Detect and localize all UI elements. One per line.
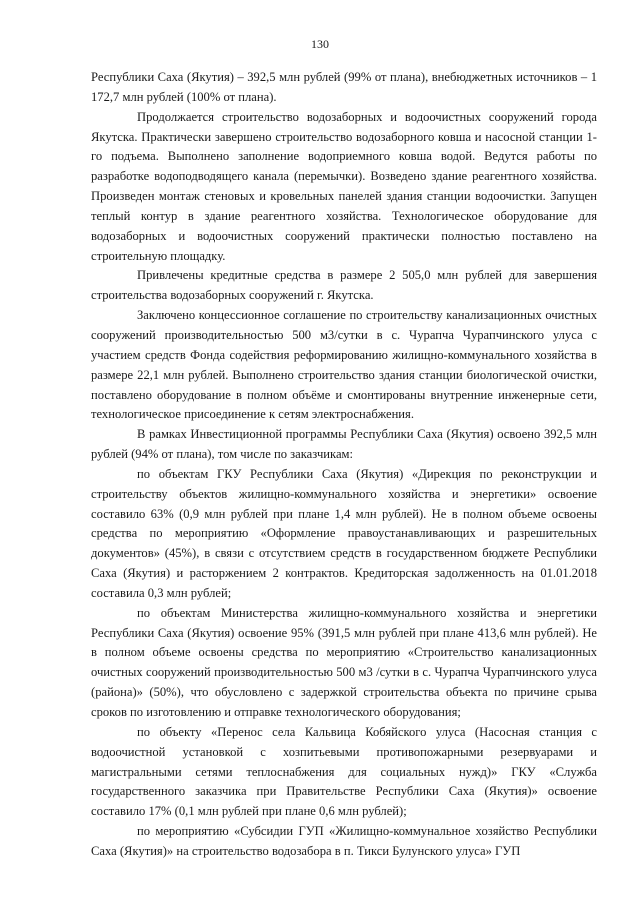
paragraph-ministry: по объектам Министерства жилищно-коммунального хозяйства и энергетики Республики Саха (Якутия) освоение 95% (391,5 млн рублей при плане 413,6 млн рублей). Не в полном объеме освоены средства по мероприятию «Строительство канализационных очистных сооружений производительностью 500 м3 /сутки в с. Чурапча Чурапчинского улуса (района)» (50%), что обусловлено с задержкой строительства объекта по причине срыва сроков по изготовлению и отправке технологического оборудования; (91, 605, 597, 719)
paragraph-credit-funds: Привлечены кредитные средства в размере 2 505,0 млн рублей для завершения строительства водозаборных сооружений г. Якутска. (91, 268, 597, 303)
paragraph-continuation: Республики Саха (Якутия) – 392,5 млн рублей (99% от плана), внебюджетных источников – 1 172,7 млн рублей (100% от плана). (91, 70, 597, 104)
paragraph-subsidies: по мероприятию «Субсидии ГУП «Жилищно-коммунальное хозяйство Республики Саха (Якутия)» на строительство водозабора в п. Тикси Булунского улуса» ГУП (91, 824, 597, 858)
paragraph-kalvitsa: по объекту «Перенос села Кальвица Кобяйского улуса (Насосная станция с водоочистной установкой с хозпитьевыми противопожарными резервуарами и магистральными сетями теплоснабжения для социальных нужд)» ГКУ «Служба государственного заказчика при Правительстве Республики Саха (Якутия)» освоение составило 17% (0,1 млн рублей при плане 0,6 млн рублей); (91, 724, 597, 819)
paragraph-investment-program: В рамках Инвестиционной программы Республики Саха (Якутия) освоено 392,5 млн рублей (94% от плана), том числе по заказчикам: (91, 427, 597, 462)
document-body (91, 68, 597, 862)
paragraph-water-facilities: Продолжается строительство водозаборных и водоочистных сооружений города Якутска. Практически завершено строительство водозаборного ковша и насосной станции 1-го подъема. Выполнено заполнение водоприемного ковша водой. Ведутся работы по разработке водоподводящего канала (перемычки). Возведено здание реагентного хозяйства. Произведен монтаж стеновых и кровельных панелей здания станции водоочистки. Запущен теплый контур в здание реагентного хозяйства. Технологическое оборудование для водозаборных и водоочистных сооружений практически полностью поставлено на строительную площадку. (91, 109, 597, 263)
paragraph-directorate: по объектам ГКУ Республики Саха (Якутия) «Дирекция по реконструкции и строительству объектов жилищно-коммунального хозяйства и энергетики» освоение составило 63% (0,9 млн рублей при плане 1,4 млн рублей). Не в полном объеме освоены средства по мероприятию «Оформление правоустанавливающих и разрешительных документов» (45%), в связи с отсутствием средств в государственном бюджете Республики Саха (Якутия) и расторжением 2 контрактов. Кредиторская задолженность на 01.01.2018 составила 0,3 млн рублей; (91, 466, 597, 600)
page-number: 130 (311, 37, 329, 51)
paragraph-concession-agreement: Заключено концессионное соглашение по строительству канализационных очистных сооружений производительностью 500 м3/сутки в с. Чурапча Чурапчинского улуса с участием средств Фонда содействия реформированию жилищно-коммунального хозяйства в размере 22,1 млн рублей. Выполнено строительство здания станции биологической очистки, поставлено оборудование в полном объёме и смонтированы внутренние инженерные сети, технологическое присоединение к сетям электроснабжения. (91, 308, 597, 422)
